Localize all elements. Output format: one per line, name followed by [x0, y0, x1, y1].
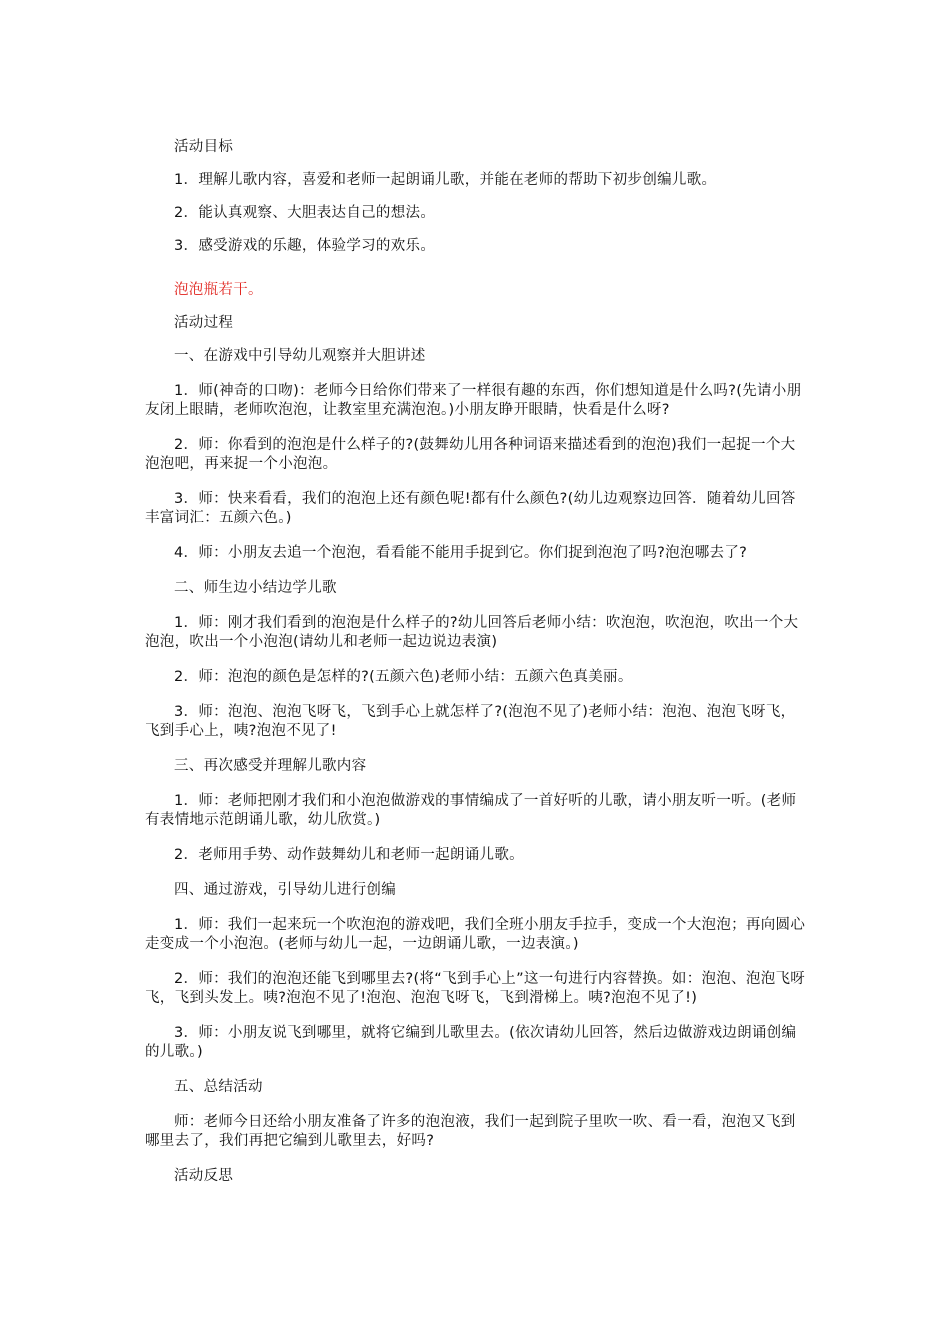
section-heading-1: 一、在游戏中引导幼儿观察并大胆讲述 [174, 348, 426, 364]
section5-item-1: 师：老师今日还给小朋友准备了许多的泡泡液，我们一起到院子里吹一吹、看一看，泡泡又飞到哪里去了，我们再把它编到儿歌里去，好吗? [145, 1114, 796, 1149]
heading-activity-goals: 活动目标 [174, 139, 234, 155]
heading-activity-reflection: 活动反思 [174, 1168, 234, 1184]
section4-item-2: 2．师：我们的泡泡还能飞到哪里去?(将“飞到手心上”这一句进行内容替换。如：泡泡、泡泡飞呀飞，飞到头发上。咦?泡泡不见了!泡泡、泡泡飞呀飞，飞到滑梯上。咦?泡泡不见了!) [145, 971, 806, 1006]
section3-item-2: 2．老师用手势、动作鼓舞幼儿和老师一起朗诵儿歌。 [174, 847, 524, 863]
goal-item-3: 3．感受游戏的乐趣，体验学习的欢乐。 [174, 238, 436, 254]
heading-activity-process: 活动过程 [174, 315, 234, 331]
section4-item-3: 3．师：小朋友说飞到哪里，就将它编到儿歌里去。(依次请幼儿回答，然后边做游戏边朗诵创编的儿歌。) [145, 1025, 797, 1060]
section2-item-3: 3．师：泡泡、泡泡飞呀飞，飞到手心上就怎样了?(泡泡不见了)老师小结：泡泡、泡泡飞呀飞，飞到手心上，咦?泡泡不见了! [145, 704, 796, 739]
goal-item-2: 2．能认真观察、大胆表达自己的想法。 [174, 205, 436, 221]
goal-item-1: 1．理解儿歌内容，喜爱和老师一起朗诵儿歌，并能在老师的帮助下初步创编儿歌。 [174, 172, 717, 188]
section-heading-4: 四、通过游戏，引导幼儿进行创编 [174, 882, 396, 898]
section-heading-2: 二、师生边小结边学儿歌 [174, 580, 337, 596]
section1-item-1: 1．师(神奇的口吻)：老师今日给你们带来了一样很有趣的东西，你们想知道是什么吗?(先请小朋友闭上眼睛，老师吹泡泡，让教室里充满泡泡。)小朋友睁开眼睛，快看是什么呀? [145, 383, 802, 418]
section1-item-4: 4．师：小朋友去追一个泡泡，看看能不能用手捉到它。你们捉到泡泡了吗?泡泡哪去了? [174, 545, 748, 561]
section4-item-1: 1．师：我们一起来玩一个吹泡泡的游戏吧，我们全班小朋友手拉手，变成一个大泡泡；再向圆心走变成一个小泡泡。(老师与幼儿一起，一边朗诵儿歌，一边表演。) [145, 917, 806, 952]
section1-item-2: 2．师：你看到的泡泡是什么样子的?(鼓舞幼儿用各种词语来描述看到的泡泡)我们一起捉一个大泡泡吧，再来捉一个小泡泡。 [145, 437, 796, 472]
materials-line: 泡泡瓶若干。 [174, 282, 263, 298]
section-heading-3: 三、再次感受并理解儿歌内容 [174, 758, 367, 774]
section2-item-2: 2．师：泡泡的颜色是怎样的?(五颜六色)老师小结：五颜六色真美丽。 [174, 669, 633, 685]
section-heading-5: 五、总结活动 [174, 1079, 263, 1095]
section3-item-1: 1．师：老师把刚才我们和小泡泡做游戏的事情编成了一首好听的儿歌，请小朋友听一听。(老师有表情地示范朗诵儿歌，幼儿欣赏。) [145, 793, 797, 828]
section1-item-3: 3．师：快来看看，我们的泡泡上还有颜色呢!都有什么颜色?(幼儿边观察边回答．随着幼儿回答丰富词汇：五颜六色。) [145, 491, 796, 526]
section2-item-1: 1．师：刚才我们看到的泡泡是什么样子的?幼儿回答后老师小结：吹泡泡，吹泡泡，吹出一个大泡泡，吹出一个小泡泡(请幼儿和老师一起边说边表演) [145, 615, 799, 650]
